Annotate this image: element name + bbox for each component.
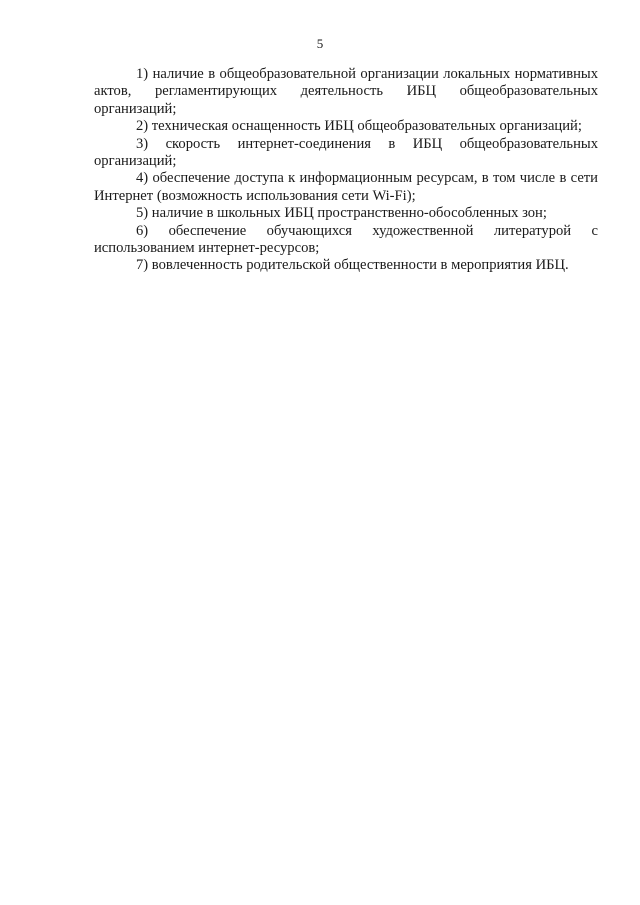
- list-item-5: 5) наличие в школьных ИБЦ пространственно-обособленных зон;: [136, 205, 547, 222]
- document-body: [94, 66, 598, 275]
- list-item-1: 1) наличие в общеобразовательной организации локальных нормативных актов, регламентирующих деятельность ИБЦ общеобразовательных организаций;: [94, 66, 598, 117]
- list-item-3: 3) скорость интернет-соединения в ИБЦ общеобразовательных организаций;: [94, 135, 598, 170]
- list-item-6: 6) обеспечение обучающихся художественной литературой с использованием интернет-ресурсов;: [94, 222, 598, 257]
- page-number: 5: [316, 36, 324, 51]
- list-item-2: 2) техническая оснащенность ИБЦ общеобразовательных организаций;: [136, 118, 582, 135]
- list-item-7: 7) вовлеченность родительской общественности в мероприятия ИБЦ.: [136, 257, 569, 274]
- list-item-4: 4) обеспечение доступа к информационным ресурсам, в том числе в сети Интернет (возможность использования сети Wi-Fi);: [94, 170, 598, 204]
